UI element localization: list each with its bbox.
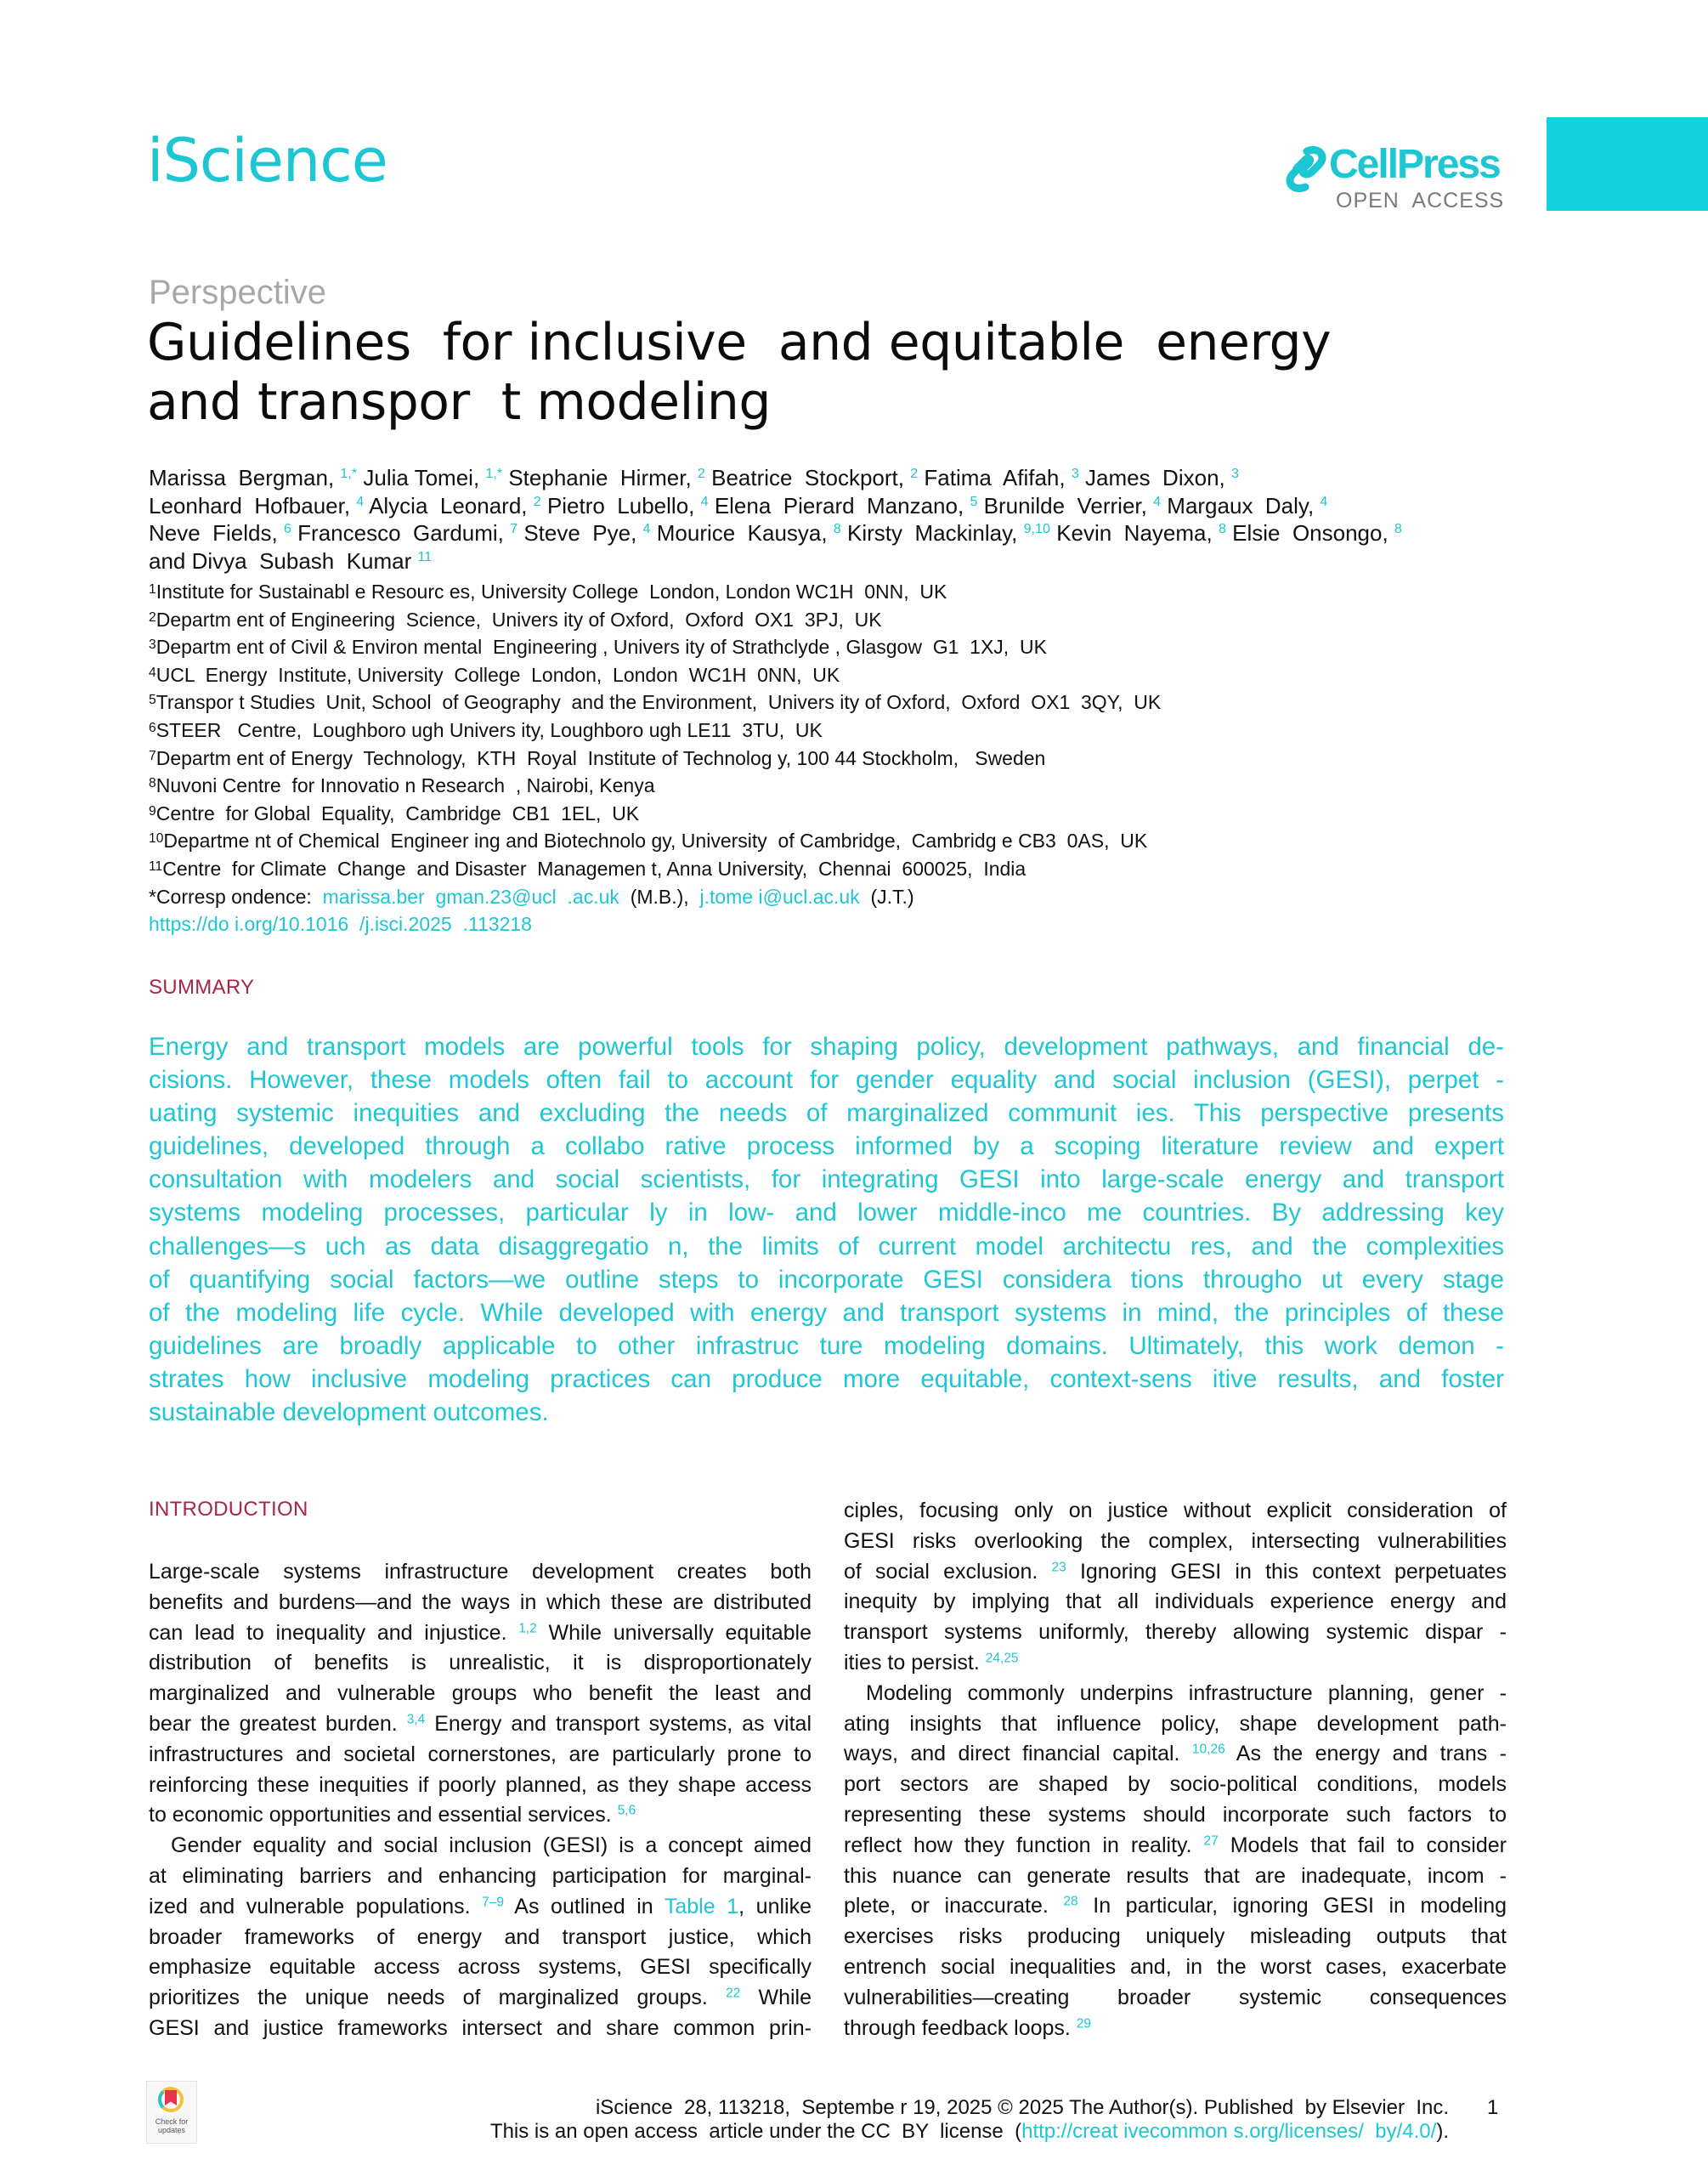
author-line	[149, 547, 1517, 575]
author-name[interactable]: Brunilde Verrier,	[983, 492, 1154, 518]
body-line	[149, 1709, 812, 1740]
summary-line: uating systemic inequities and excluding the needs of marginalized communit ies. This perspective presents	[149, 1099, 1504, 1128]
affiliation-item	[149, 578, 1508, 606]
article-title	[147, 313, 1422, 432]
body-line	[844, 1770, 1507, 1800]
author-name[interactable]: Elsie Onsongo,	[1232, 520, 1394, 547]
correspondence	[149, 883, 1508, 911]
citation-link[interactable]: 27	[1203, 1833, 1219, 1849]
summary-line: cisions. However, these models often fail to account for gender equality and social inclusion (GESI), perpet -	[149, 1066, 1504, 1095]
body-text: emphasize equitable access across systems, GESI specifically	[149, 1955, 812, 1980]
summary-line: challenges—s uch as data disaggregatio n, the limits of current model architectu res, and the complexities	[149, 1232, 1504, 1261]
body-column-right	[844, 1496, 1507, 2043]
body-text: GESI and justice frameworks intersect and share common prin-	[149, 2015, 812, 2040]
citation-link[interactable]: 23	[1051, 1560, 1066, 1575]
body-text: GESI risks overlooking the complex, intersecting vulnerabilities	[844, 1528, 1507, 1553]
author-name[interactable]: Margaux Daly,	[1167, 492, 1321, 518]
body-text: reinforcing these inequities if poorly planned, as they shape access	[149, 1772, 812, 1797]
body-line	[149, 1952, 812, 1983]
body-text: to economic opportunities and essential services.	[149, 1803, 618, 1828]
body-line	[844, 1831, 1507, 1862]
summary-line: guidelines, developed through a collabo rative process informed by a scoping literature review and expert	[149, 1132, 1504, 1161]
body-line	[149, 1892, 812, 1923]
author-name[interactable]: James Dixon,	[1085, 465, 1231, 490]
summary-line: strates how inclusive modeling practices can produce more equitable, context-sens itive results, and foster	[149, 1364, 1504, 1393]
affiliation-marker: 8	[833, 521, 841, 537]
summary-heading: SUMMARY	[149, 976, 255, 999]
body-text: Modeling commonly underpins infrastructure planning, gener -	[866, 1680, 1507, 1705]
body-text: exercises risks producing uniquely misleading outputs that	[844, 1924, 1507, 1949]
affiliation-marker: 4	[642, 521, 651, 537]
affiliation-marker: 8	[1218, 521, 1226, 537]
author-name[interactable]: and Divya Subash Kumar	[149, 547, 418, 574]
affiliation-marker: 2	[910, 466, 919, 482]
affiliation-text: Departm ent of Energy Technology, KTH Royal Institute of Technolog y, 100 44 Stockholm, Sweden	[156, 746, 1046, 769]
check-for-updates-badge[interactable]	[146, 2081, 197, 2144]
affiliation-text: Departme nt of Chemical Engineer ing and Biotechnolo gy, University of Cambridge, Cambridg e CB3 0AS, UK	[163, 830, 1148, 853]
affiliation-number: 2	[149, 609, 156, 625]
citation-link[interactable]: 10,26	[1191, 1742, 1225, 1757]
body-line	[844, 1527, 1507, 1557]
affiliation-text: Departm ent of Engineering Science, Univers ity of Oxford, Oxford OX1 3PJ, UK	[156, 608, 882, 631]
affiliation-marker: 2	[533, 493, 541, 509]
body-line	[149, 1800, 812, 1831]
body-text: plete, or inaccurate.	[844, 1894, 1064, 1918]
affiliation-marker: 4	[700, 493, 709, 509]
body-line	[844, 2014, 1507, 2044]
citation-link[interactable]: 5,6	[617, 1803, 636, 1818]
summary-line: of the modeling life cycle. While developed with energy and transport systems in mind, the principles of these	[149, 1298, 1504, 1327]
cellpress-mark-icon	[1281, 144, 1331, 194]
affiliation-item	[149, 800, 1508, 828]
affiliation-marker: 5	[970, 493, 978, 509]
body-line	[844, 1952, 1507, 1983]
body-line	[844, 1983, 1507, 2014]
body-text: As outlined in	[504, 1894, 665, 1918]
citation-link[interactable]: 24,25	[985, 1651, 1019, 1666]
license-line	[425, 2120, 1449, 2144]
body-text: ized and vulnerable populations.	[149, 1894, 483, 1918]
body-line	[149, 1923, 812, 1953]
journal-logo: iScience	[147, 126, 387, 196]
author-line	[149, 492, 1517, 520]
affiliation-marker: 4	[1153, 493, 1162, 509]
body-line	[149, 1740, 812, 1771]
body-text: this nuance can generate results that are inadequate, incom -	[844, 1863, 1507, 1888]
affiliation-marker: 4	[356, 493, 365, 509]
summary-line: sustainable development outcomes.	[149, 1398, 549, 1427]
summary-line: guidelines are broadly applicable to other infrastruc ture modeling domains. Ultimately, this work demon -	[149, 1331, 1504, 1360]
affiliation-item	[149, 633, 1508, 661]
body-line	[149, 1983, 812, 2014]
affiliation-text: Institute for Sustainabl e Resourc es, University College London, London WC1H 0NN, UK	[156, 581, 947, 603]
body-text: Large-scale systems infrastructure development creates both	[149, 1560, 812, 1584]
license-link[interactable]: http://creat ivecommon s.org/licenses/ by/4.0/	[1021, 2120, 1437, 2143]
body-line	[149, 1588, 812, 1618]
body-line	[149, 1648, 812, 1679]
body-line	[844, 1496, 1507, 1527]
affiliation-item	[149, 688, 1508, 717]
body-line	[844, 1862, 1507, 1892]
affiliation-number: 5	[149, 693, 156, 708]
body-line	[149, 1618, 812, 1649]
correspondence-label: *Corresp ondence:	[149, 885, 312, 908]
body-line	[149, 1862, 812, 1892]
citation-line: iScience 28, 113218, Septembe r 19, 2025 © 2025 The Author(s). Published by Elsevier Inc.	[595, 2096, 1449, 2119]
affiliation-marker: 11	[417, 548, 433, 564]
body-line	[149, 1557, 812, 1588]
affiliation-marker: 9,10	[1023, 521, 1050, 537]
author-line	[149, 519, 1517, 547]
body-text: Gender equality and social inclusion (GESI) is a concept aimed	[171, 1833, 812, 1858]
author-initials: (M.B.),	[630, 885, 689, 908]
body-text: ities to persist.	[844, 1650, 986, 1674]
affiliation-text: STEER Centre, Loughboro ugh Univers ity, Loughboro ugh LE11 3TU, UK	[156, 718, 823, 741]
body-text: can lead to inequality and injustice.	[149, 1620, 519, 1645]
email-link[interactable]: marissa.ber gman.23@ucl .ac.uk	[322, 885, 619, 908]
email-link[interactable]: j.tome i@ucl.ac.uk	[699, 885, 860, 908]
body-text: bear the greatest burden.	[149, 1711, 407, 1736]
affiliation-number: 7	[149, 748, 156, 763]
body-column-left	[149, 1557, 812, 2044]
affiliation-number: 3	[149, 637, 156, 652]
summary-line: of quantifying social factors—we outline steps to incorporate GESI considera tions througho ut every stage	[149, 1265, 1504, 1294]
affiliations	[149, 578, 1508, 938]
summary-line: Energy and transport models are powerful tools for shaping policy, development pathways, and financial de-	[149, 1033, 1504, 1061]
body-line	[844, 1891, 1507, 1922]
body-text: As the energy and trans -	[1224, 1742, 1507, 1766]
body-line	[844, 1709, 1507, 1740]
body-text: Ignoring GESI in this context perpetuates	[1066, 1559, 1507, 1584]
title-line: Guidelines for inclusive and equitable energy	[147, 313, 1332, 372]
author-initials: (J.T.)	[870, 885, 914, 908]
body-text: entrench social inequalities and, in the worst cases, exacerbate	[844, 1954, 1507, 1979]
journal-color-tab	[1547, 117, 1708, 211]
affiliation-marker: 8	[1394, 521, 1402, 537]
body-text: transport systems uniformly, thereby allowing systemic dispar -	[844, 1620, 1507, 1645]
summary-text	[149, 1030, 1504, 1429]
body-text: ways, and direct financial capital.	[844, 1742, 1192, 1766]
publisher-name: CellPress	[1329, 142, 1500, 187]
affiliation-item	[149, 745, 1508, 773]
affiliation-item	[149, 717, 1508, 745]
summary-line: consultation with modelers and social scientists, for integrating GESI into large-scale energy and transport	[149, 1165, 1504, 1194]
citation-link[interactable]: 28	[1063, 1894, 1078, 1909]
body-line	[149, 1771, 812, 1801]
author-name[interactable]: Fatima Afifah,	[924, 465, 1072, 490]
body-text: infrastructures and societal cornerstones, are particularly prone to	[149, 1742, 812, 1766]
affiliation-number: 10	[149, 831, 164, 847]
citation-link[interactable]: 1,2	[518, 1621, 537, 1636]
title-line: and transpor t modeling	[147, 372, 772, 432]
body-text: While	[740, 1986, 812, 2010]
affiliation-item	[149, 827, 1508, 855]
affiliation-item	[149, 772, 1508, 800]
body-line	[149, 1831, 812, 1862]
body-line	[844, 1800, 1507, 1831]
author-name[interactable]: Neve Fields,	[149, 520, 284, 547]
cellpress-logo	[1281, 141, 1511, 218]
affiliation-item	[149, 606, 1508, 634]
affiliation-number: 6	[149, 720, 156, 735]
author-name[interactable]: Kevin Nayema,	[1056, 520, 1219, 547]
body-line	[844, 1922, 1507, 1952]
body-text: vulnerabilities—creating broader systemic consequences	[844, 1985, 1507, 2009]
body-line	[844, 1648, 1507, 1679]
affiliation-text: Departm ent of Civil & Environ mental Engineering , Univers ity of Strathclyde , Glasgow G1 1XJ, UK	[156, 636, 1047, 659]
body-text: , unlike	[738, 1894, 812, 1918]
affiliation-number: 9	[149, 803, 156, 819]
author-name[interactable]: Kirsty Mackinlay,	[847, 520, 1024, 547]
author-name[interactable]: Pietro Lubello,	[546, 492, 701, 518]
body-text: prioritizes the unique needs of marginalized groups.	[149, 1986, 727, 2010]
author-name[interactable]: Stephanie Hirmer,	[508, 465, 698, 490]
body-line	[844, 1679, 1507, 1709]
badge-text: Check for updates	[155, 2117, 189, 2134]
affiliation-text: UCL Energy Institute, University College London, London WC1H 0NN, UK	[156, 663, 840, 686]
body-text: distribution of benefits is unrealistic, it is disproportionately	[149, 1651, 812, 1675]
citation-link[interactable]: 22	[726, 1986, 741, 2001]
body-text: through feedback loops.	[844, 2015, 1077, 2040]
license-text-end: ).	[1436, 2120, 1449, 2143]
body-text: benefits and burdens—and the ways in which these are distributed	[149, 1590, 812, 1614]
body-text: broader frameworks of energy and transport justice, which	[149, 1924, 812, 1949]
affiliation-number: 8	[149, 775, 156, 790]
affiliation-marker: 3	[1230, 466, 1239, 482]
summary-line: systems modeling processes, particular ly in low- and lower middle-inco me countries. By addressing key	[149, 1198, 1504, 1227]
body-line	[844, 1587, 1507, 1618]
author-name[interactable]: Mourice Kausya,	[656, 520, 834, 547]
affiliation-number: 4	[149, 665, 156, 680]
open-access-label: OPEN ACCESS	[1336, 189, 1505, 212]
citation-link[interactable]: 29	[1076, 2016, 1092, 2032]
author-name[interactable]: Marissa Bergman,	[149, 465, 341, 490]
author-name[interactable]: Leonhard Hofbauer,	[149, 492, 357, 518]
affiliation-text: Centre for Global Equality, Cambridge CB1 1EL, UK	[156, 802, 640, 824]
affiliation-marker: 7	[510, 521, 518, 537]
affiliation-marker: 1,*	[340, 466, 358, 482]
affiliation-marker: 2	[697, 466, 705, 482]
body-text: representing these systems should incorporate such factors to	[844, 1802, 1507, 1827]
affiliation-marker: 4	[1320, 493, 1328, 509]
author-name[interactable]: Alycia Leonard,	[369, 492, 534, 518]
body-text: ating insights that influence policy, shape development path-	[844, 1711, 1507, 1736]
affiliation-item	[149, 855, 1508, 883]
body-text: at eliminating barriers and enhancing participation for marginal-	[149, 1863, 812, 1888]
body-text: In particular, ignoring GESI in modeling	[1077, 1894, 1507, 1918]
body-text: port sectors are shaped by socio-political conditions, models	[844, 1772, 1507, 1797]
affiliation-marker: 1,*	[485, 466, 503, 482]
affiliation-list	[149, 578, 1508, 883]
citation-link[interactable]: 7–9	[482, 1895, 505, 1910]
affiliation-number: 1	[149, 581, 156, 597]
author-list	[149, 464, 1517, 575]
body-text: Models that fail to consider	[1218, 1833, 1507, 1857]
author-name[interactable]: Julia Tomei,	[363, 465, 486, 490]
body-text: of social exclusion.	[844, 1559, 1052, 1584]
affiliation-text: Nuvoni Centre for Innovatio n Research , Nairobi, Kenya	[156, 774, 655, 797]
page-number: 1	[1487, 2096, 1499, 2119]
affiliation-number: 11	[149, 858, 163, 874]
body-line	[149, 1679, 812, 1709]
article-type: Perspective	[149, 274, 326, 311]
citation-link[interactable]: 3,4	[406, 1712, 426, 1727]
body-line	[844, 1557, 1507, 1588]
author-name[interactable]: Francesco Gardumi,	[297, 520, 511, 547]
body-line	[844, 1739, 1507, 1770]
author-name[interactable]: Beatrice Stockport,	[711, 465, 911, 490]
body-text: While universally equitable	[536, 1620, 812, 1645]
table-link[interactable]: Table 1	[664, 1894, 739, 1918]
body-text: inequity by implying that all individuals experience energy and	[844, 1590, 1507, 1614]
author-line	[149, 464, 1517, 492]
introduction-heading: INTRODUCTION	[149, 1498, 308, 1521]
author-name[interactable]: Steve Pye,	[523, 520, 643, 547]
body-text: reflect how they function in reality.	[844, 1833, 1204, 1857]
affiliation-item	[149, 661, 1508, 689]
affiliation-text: Centre for Climate Change and Disaster Managemen t, Anna University, Chennai 600025, India	[162, 857, 1026, 880]
license-text: This is an open access article under the CC BY license (	[489, 2120, 1022, 2143]
affiliation-text: Transpor t Studies Unit, School of Geography and the Environment, Univers ity of Oxford, Oxford OX1 3QY, UK	[156, 691, 1162, 714]
body-text: marginalized and vulnerable groups who benefit the least and	[149, 1681, 812, 1706]
body-text: Energy and transport systems, as vital	[425, 1711, 812, 1736]
body-text: ciples, focusing only on justice without explicit consideration of	[844, 1499, 1507, 1522]
body-line	[149, 2014, 812, 2044]
body-line	[844, 1618, 1507, 1648]
author-name[interactable]: Elena Pierard Manzano,	[714, 492, 970, 518]
affiliation-marker: 3	[1071, 466, 1079, 482]
affiliation-marker: 6	[283, 521, 291, 537]
doi-link[interactable]: https://do i.org/10.1016 /j.isci.2025 .113218	[149, 913, 532, 936]
